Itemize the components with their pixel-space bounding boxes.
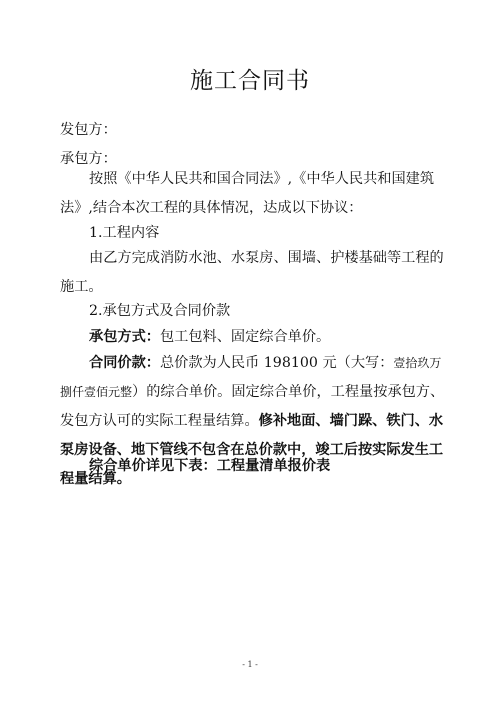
contract-method-label: 承包方式：: [89, 329, 160, 345]
document-title: 施工合同书: [190, 68, 310, 94]
party-a-label: 发包方：: [60, 122, 117, 138]
section-1-heading: 1.工程内容: [89, 225, 160, 241]
contract-price-text-1: 总价款为人民币 198100 元（大写：: [159, 355, 394, 371]
contract-price-text-2: ）的综合单价。固定综合单价，工程量按承包方、发包方认可的实际工程量结算。: [60, 384, 445, 429]
contract-price-bold-note: 修补地面、墙门跺、铁门、水泵房设备、地下管线不包含在总价款中，竣工后按实际发生工程量结算。: [60, 413, 444, 487]
contract-method-text: 包工包料、固定综合单价。: [159, 329, 331, 345]
contract-method-paragraph: [60, 323, 445, 352]
unit-price-note: 综合单价详见下表：工程量清单报价表: [89, 458, 331, 474]
section-2-heading: 2.承包方式及合同价款: [89, 303, 231, 319]
section-1-body: 由乙方完成消防水池、水泵房、围墙、护楼基础等工程的施工。: [60, 250, 444, 295]
contract-price-uppercase: 壹拾玖万捌仟壹佰元整: [60, 356, 442, 399]
contract-price-label: 合同价款：: [89, 355, 160, 371]
intro-paragraph: 按照《中华人民共和国合同法》,《中华人民共和国建筑法》,结合本次工程的具体情况，达成以下协议：: [60, 171, 435, 216]
party-b-label: 承包方：: [60, 151, 117, 167]
page-number: - 1 -: [242, 660, 258, 669]
